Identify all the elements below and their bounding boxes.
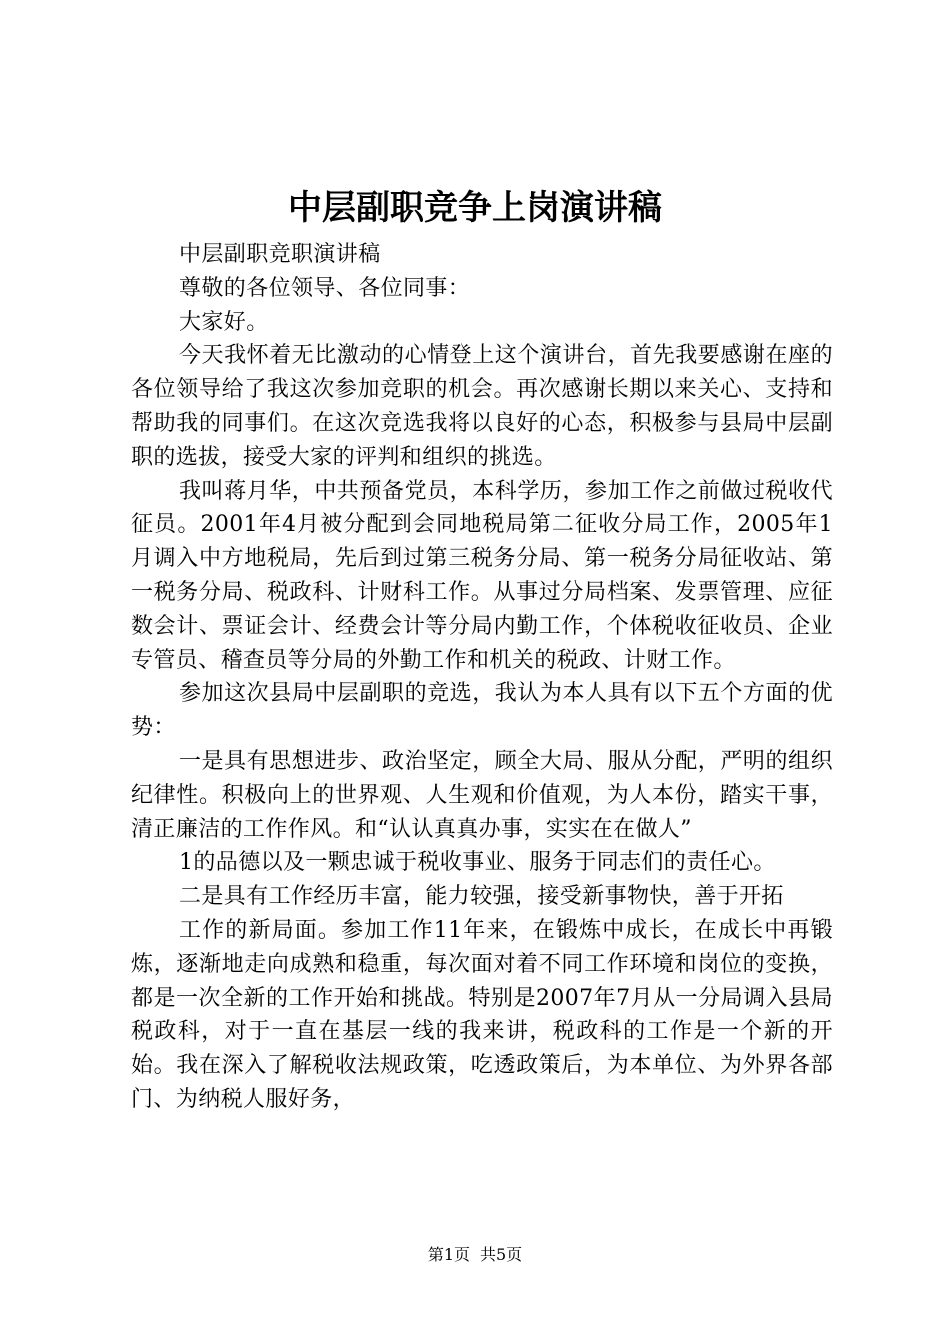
paragraph-advantage-two: 二是具有工作经历丰富，能力较强，接受新事物快，善于开拓	[179, 884, 784, 910]
paragraph-advantage-one: 一是具有思想进步、政治坚定，顾全大局、服从分配，严明的组织纪律性。积极向上的世界观、人生观和价值观，为人本份，踏实干事，清正廉洁的工作作风。和“认认真真办事，实实在在做人”	[131, 748, 833, 842]
document-title: 中层副职竞争上岗演讲稿	[288, 188, 662, 228]
paragraph-subtitle: 中层副职竞职演讲稿	[179, 242, 381, 267]
page-number: 第1页	[427, 1245, 470, 1264]
paragraph-advantage-one-cont: 1的品德以及一颗忠诚于税收事业、服务于同志们的责任心。	[179, 850, 776, 876]
paragraph-greeting: 大家好。	[179, 309, 269, 335]
page-footer	[0, 1243, 950, 1267]
paragraph-self-introduction: 我叫蒋月华，中共预备党员，本科学历，参加工作之前做过税收代征员。2001年4月被分配到会同地税局第二征收分局工作，2005年1月调入中方地税局，先后到过第三税务分局、第一税务分局征收站、第一税务分局、税政科、计财科工作。从事过分局档案、发票管理、应征数会计、票证会计、经费会计等分局内勤工作，个体税收征收员、企业专管员、稽查员等分局的外勤工作和机关的税政、计财工作。	[131, 478, 833, 673]
page-total: 共5页	[480, 1245, 523, 1264]
document-body	[131, 238, 833, 1117]
paragraph-salutation: 尊敬的各位领导、各位同事：	[179, 275, 471, 301]
paragraph-advantages-intro: 参加这次县局中层副职的竞选，我认为本人具有以下五个方面的优势：	[131, 681, 833, 741]
paragraph-opening: 今天我怀着无比激动的心情登上这个演讲台，首先我要感谢在座的各位领导给了我这次参加竞职的机会。再次感谢长期以来关心、支持和帮助我的同事们。在这次竞选我将以良好的心态，积极参与县局中层副职的选拔，接受大家的评判和组织的挑选。	[131, 343, 833, 470]
paragraph-advantage-two-cont: 工作的新局面。参加工作11年来，在锻炼中成长，在成长中再锻炼，逐渐地走向成熟和稳重，每次面对着不同工作环境和岗位的变换，都是一次全新的工作开始和挑战。特别是2007年7月从一分局调入县局税政科，对于一直在基层一线的我来讲，税政科的工作是一个新的开始。我在深入了解税收法规政策，吃透政策后，为本单位、为外界各部门、为纳税人服好务，	[131, 917, 833, 1112]
